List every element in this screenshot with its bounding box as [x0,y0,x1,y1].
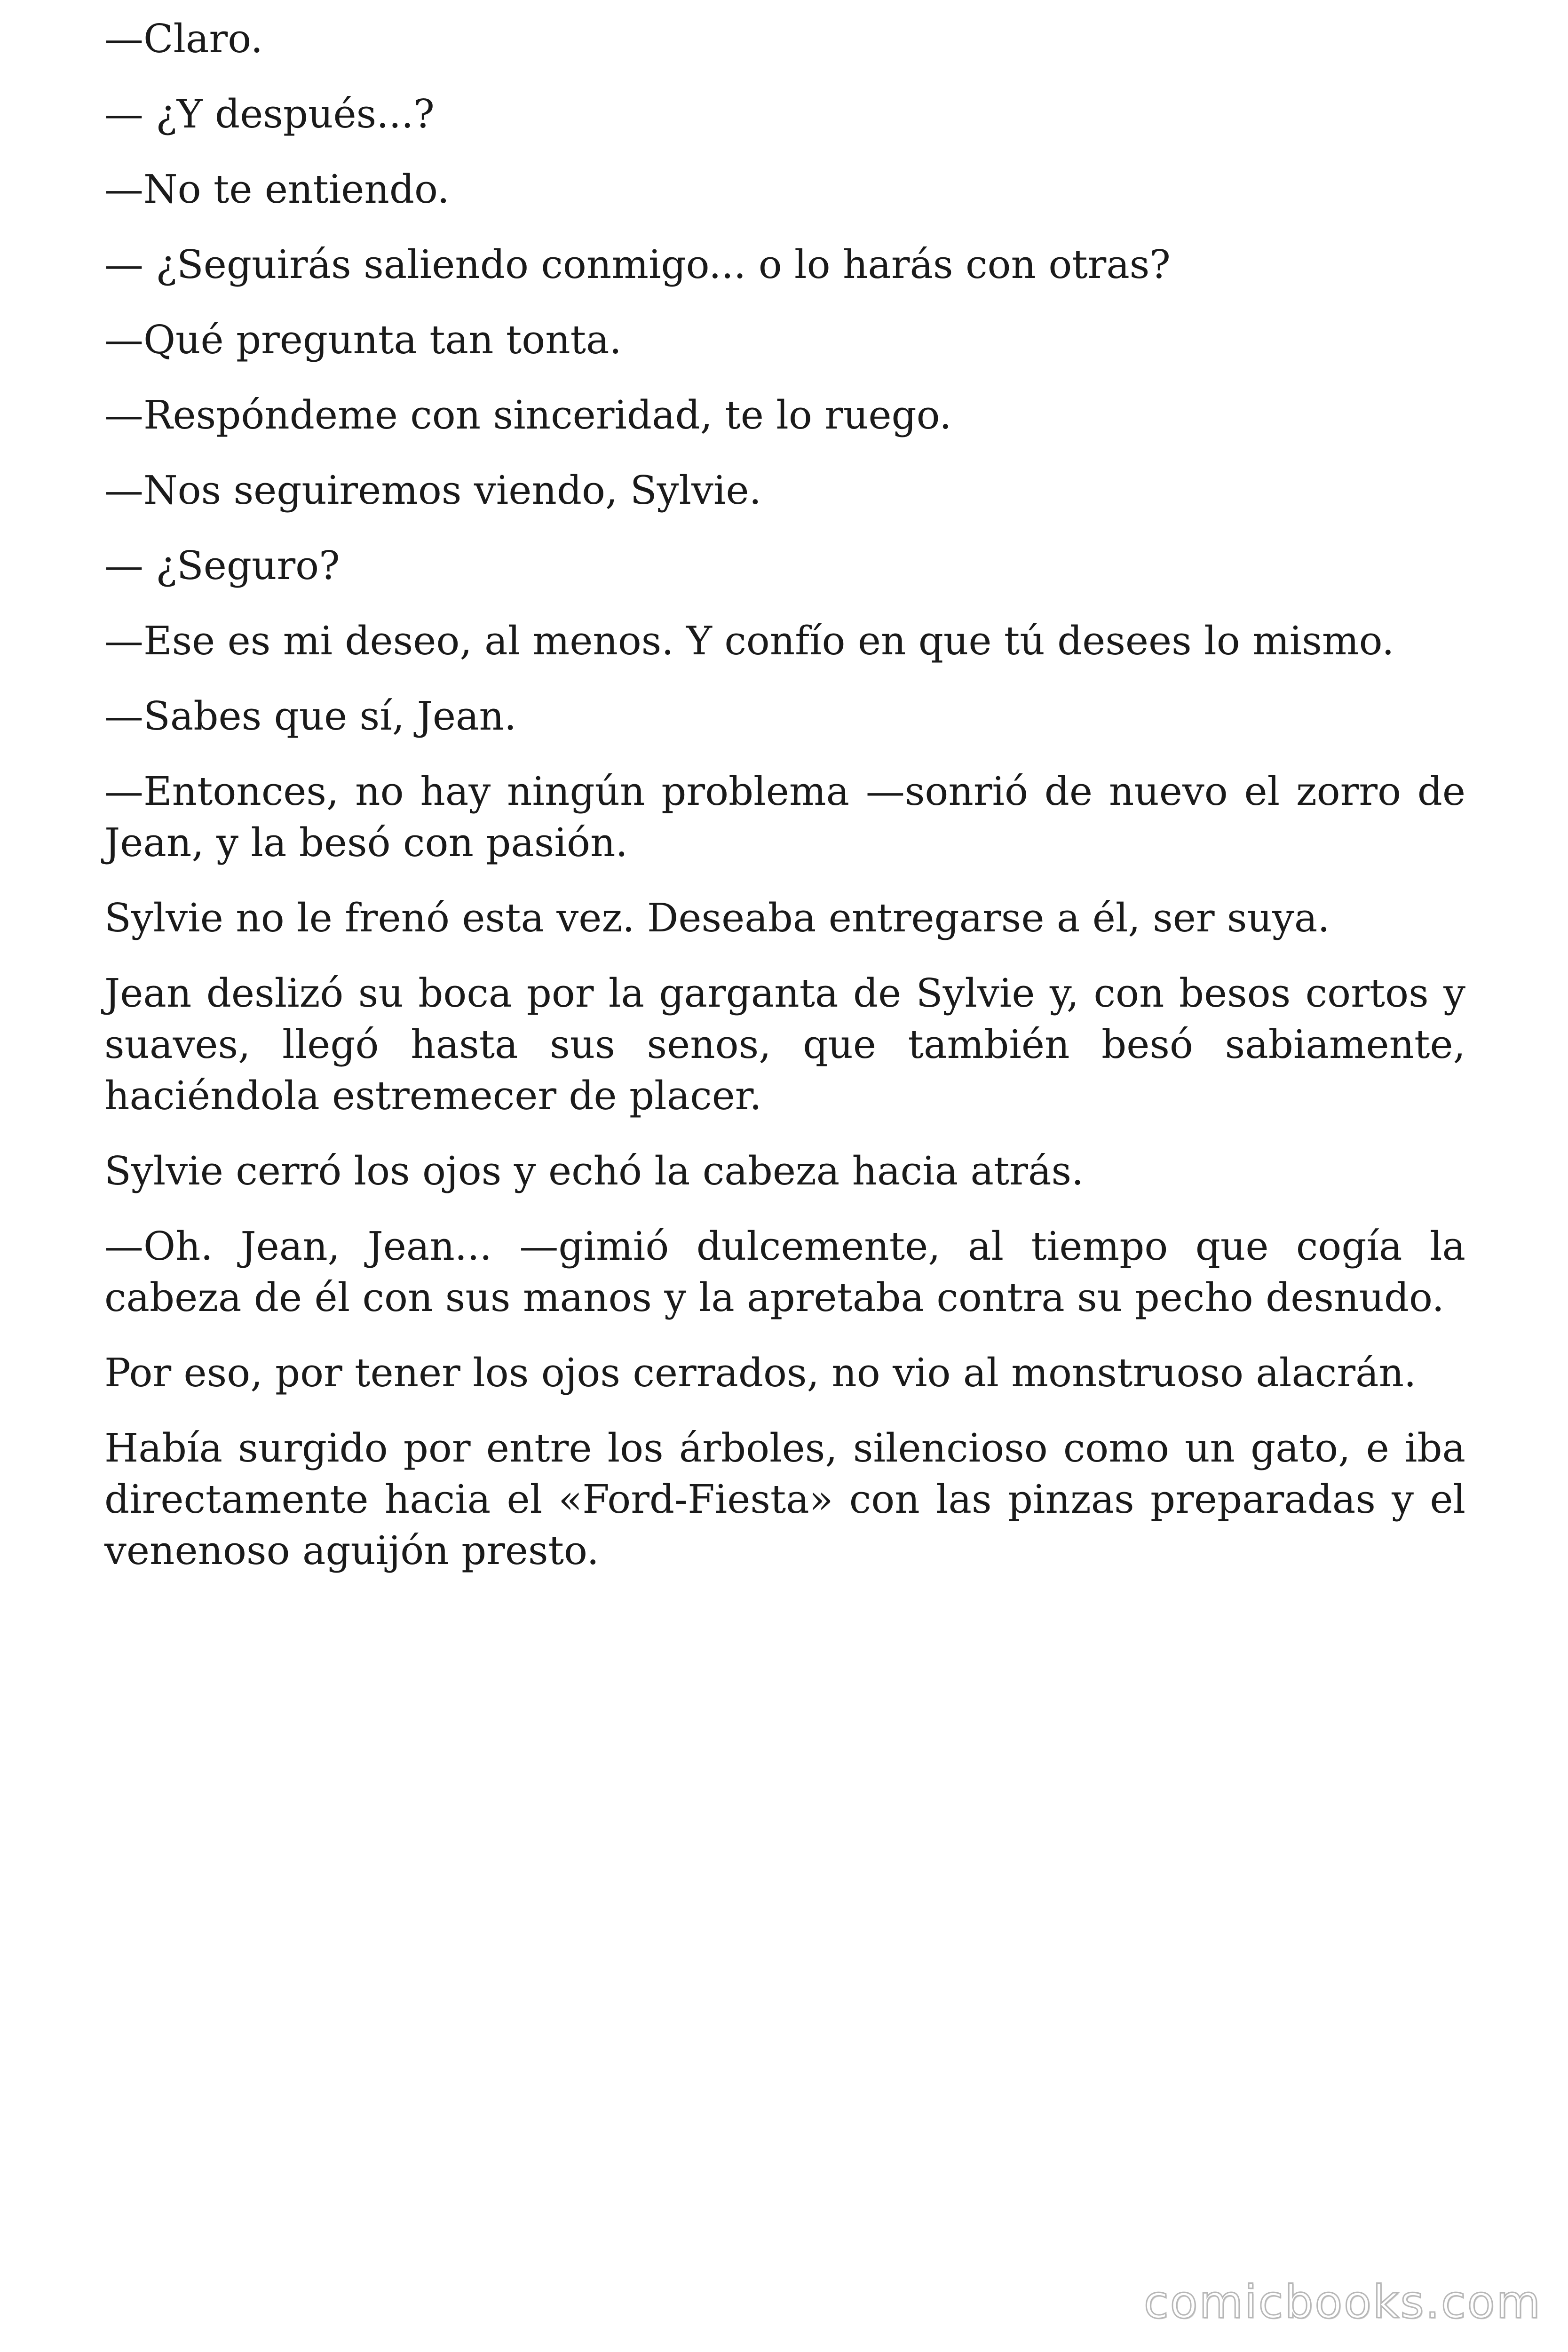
paragraph: Sylvie no le frenó esta vez. Deseaba entregarse a él, ser suya. [104,895,1330,941]
paragraph: Por eso, por tener los ojos cerrados, no vio al monstruoso alacrán. [104,1350,1417,1396]
paragraph: —No te entiendo. [104,167,450,212]
paragraph: — ¿Y después...? [104,91,435,137]
paragraph: —Ese es mi deseo, al menos. Y confío en que tú desees lo mismo. [104,618,1394,664]
paragraph: —Oh. Jean, Jean... —gimió dulcemente, al tiempo que cogía la cabeza de él con sus manos y la apretaba contra su pecho desnudo. [104,1224,1465,1320]
paragraph: —Respóndeme con sinceridad, te lo ruego. [104,392,952,438]
paragraph: — ¿Seguirás saliendo conmigo... o lo harás con otras? [104,242,1171,287]
paragraph: Jean deslizó su boca por la garganta de Sylvie y, con besos cortos y suaves, llegó hasta sus senos, que también besó sabiamente, haciéndola estremecer de placer. [104,970,1465,1119]
paragraph: —Entonces, no hay ningún problema —sonrió de nuevo el zorro de Jean, y la besó con pasión. [104,769,1465,866]
body-text [104,13,1465,1600]
paragraph: —Nos seguiremos viendo, Sylvie. [104,468,761,513]
paragraph: — ¿Seguro? [104,543,340,588]
paragraph: —Sabes que sí, Jean. [104,693,517,739]
paragraph: Había surgido por entre los árboles, silencioso como un gato, e iba directamente hacia el «Ford-Fiesta» con las pinzas preparadas y el venenoso aguijón presto. [104,1425,1465,1573]
watermark: comicbooks.com [1143,2276,1542,2328]
paragraph: Sylvie cerró los ojos y echó la cabeza hacia atrás. [104,1148,1084,1194]
paragraph: —Claro. [104,16,263,62]
paragraph: —Qué pregunta tan tonta. [104,317,622,363]
